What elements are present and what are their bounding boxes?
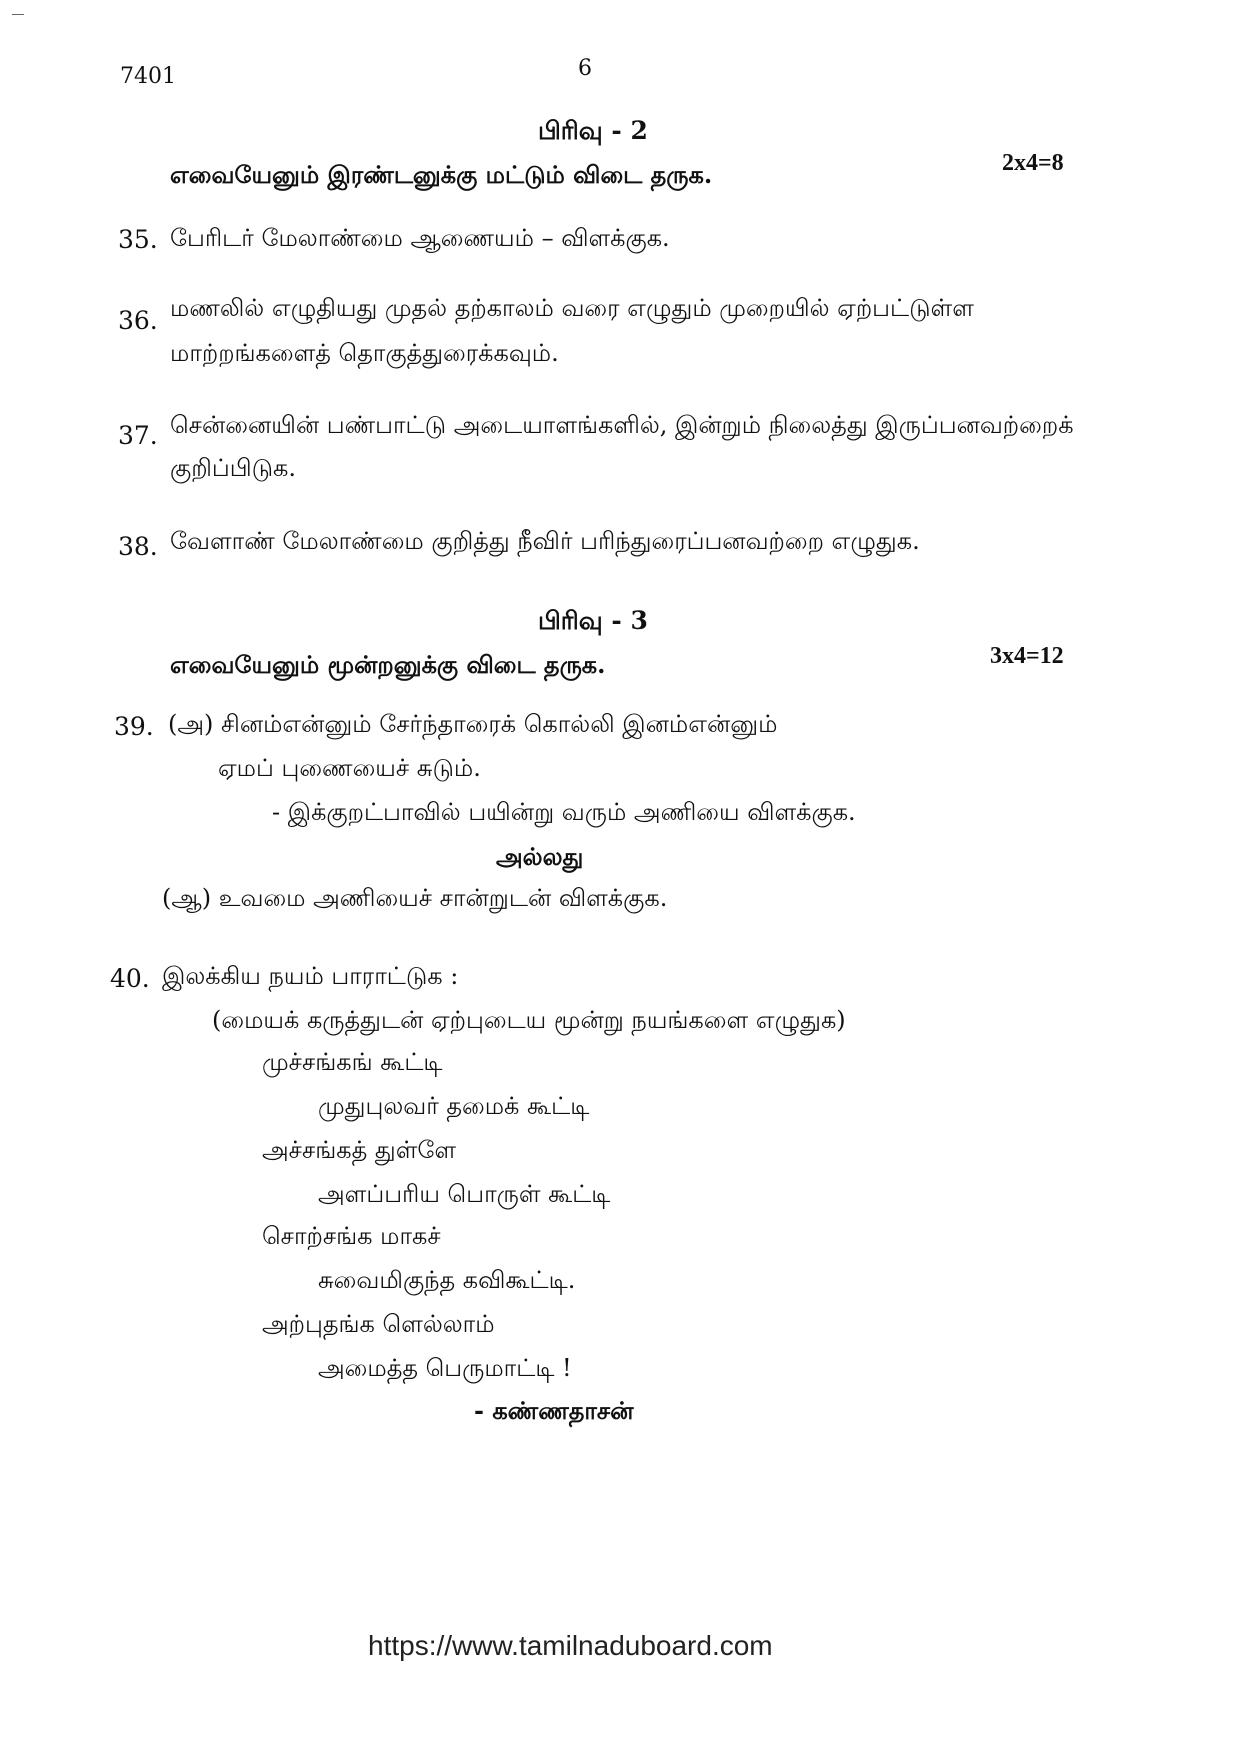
poem-line-8: அமைத்த பெருமாட்டி ! — [318, 1354, 572, 1382]
question-number-35: 35. — [118, 225, 158, 254]
question-37-line2: குறிப்பிடுக. — [170, 454, 296, 482]
question-39a-line2: ஏமப் புணையைச் சுடும். — [218, 754, 481, 782]
section-3-instruction: எவையேனும் மூன்றனுக்கு விடை தருக. — [170, 650, 606, 679]
corner-mark — [12, 14, 24, 15]
question-number-38: 38. — [118, 532, 158, 561]
poem-line-5: சொற்சங்க மாகச் — [262, 1222, 441, 1250]
question-37-line1: சென்னையின் பண்பாட்டு அடையாளங்களில், இன்றும் நிலைத்து இருப்பனவற்றைக் — [170, 411, 1074, 439]
poem-line-4: அளப்பரிய பொருள் கூட்டி — [318, 1180, 611, 1208]
question-number-40: 40. — [110, 964, 150, 993]
poem-author: - கண்ணதாசன் — [474, 1396, 634, 1425]
question-39a-line1: (அ) சினம்என்னும் சேர்ந்தாரைக் கொல்லி இனம்என்னும் — [168, 710, 778, 738]
footer-url[interactable]: https://www.tamilnaduboard.com — [368, 1630, 773, 1661]
poem-line-3: அச்சங்கத் துள்ளே — [262, 1136, 457, 1164]
poem-line-2: முதுபுலவர் தமைக் கூட்டி — [318, 1092, 590, 1120]
question-40-note: (மையக் கருத்துடன் ஏற்புடைய மூன்று நயங்களை எழுதுக) — [212, 1006, 846, 1034]
question-number-37: 37. — [118, 421, 158, 450]
question-40-text: இலக்கிய நயம் பாராட்டுக : — [162, 962, 459, 990]
question-number-39: 39. — [114, 712, 154, 741]
section-2-title: பிரிவு - 2 — [538, 116, 648, 145]
poem-line-6: சுவைமிகுந்த கவிகூட்டி. — [318, 1266, 576, 1294]
question-36-line1: மணலில் எழுதியது முதல் தற்காலம் வரை எழுதும் முறையில் ஏற்பட்டுள்ள — [170, 294, 974, 322]
section-2-marks: 2x4=8 — [1002, 150, 1064, 176]
page-number: 6 — [578, 56, 592, 81]
question-number-36: 36. — [118, 306, 158, 335]
poem-line-7: அற்புதங்க ளெல்லாம் — [262, 1310, 495, 1338]
question-36-line2: மாற்றங்களைத் தொகுத்துரைக்கவும். — [170, 339, 559, 367]
section-3-title: பிரிவு - 3 — [538, 606, 648, 635]
section-2-instruction: எவையேனும் இரண்டனுக்கு மட்டும் விடை தருக. — [170, 160, 713, 189]
question-35-text: பேரிடர் மேலாண்மை ஆணையம் – விளக்குக. — [170, 224, 670, 252]
paper-code: 7401 — [120, 64, 176, 89]
or-label: அல்லது — [496, 842, 584, 871]
section-3-marks: 3x4=12 — [990, 643, 1064, 669]
question-38-text: வேளாண் மேலாண்மை குறித்து நீவிர் பரிந்துரைப்பனவற்றை எழுதுக. — [170, 527, 920, 555]
question-39b-text: (ஆ) உவமை அணியைச் சான்றுடன் விளக்குக. — [162, 884, 668, 912]
question-39a-line3: - இக்குறட்பாவில் பயின்று வரும் அணியை விளக்குக. — [272, 798, 856, 826]
poem-line-1: முச்சங்கங் கூட்டி — [262, 1048, 443, 1076]
